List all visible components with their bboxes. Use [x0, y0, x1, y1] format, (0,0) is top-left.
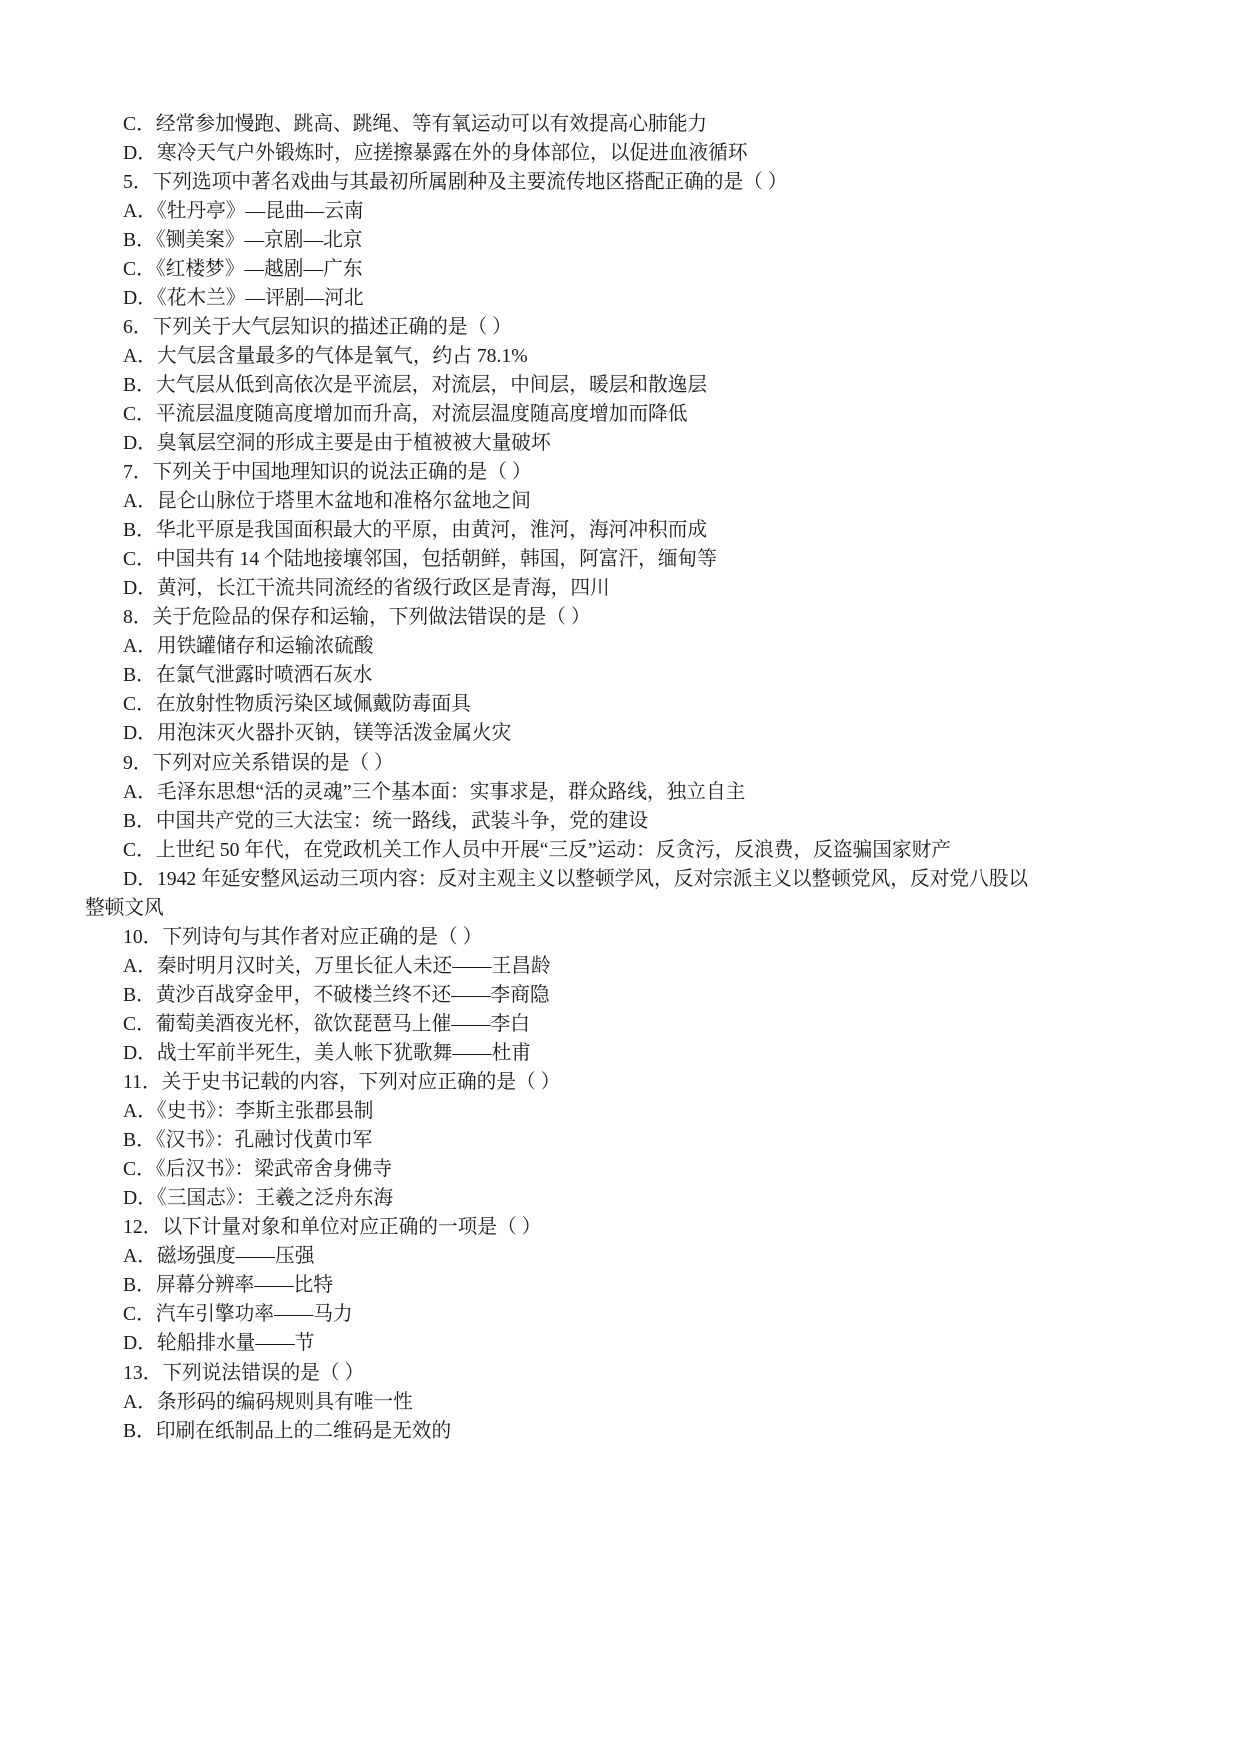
question-9-option-a: A．毛泽东思想“活的灵魂”三个基本面：实事求是，群众路线，独立自主: [123, 780, 746, 803]
question-13-option-b: B．印刷在纸制品上的二维码是无效的: [123, 1419, 452, 1442]
question-4-option-c: C．经常参加慢跑、跳高、跳绳、等有氧运动可以有效提高心肺能力: [123, 112, 708, 135]
question-5-option-c: C．《红楼梦》—越剧—广东: [123, 257, 363, 280]
question-12-option-d: D．轮船排水量——节: [123, 1332, 315, 1355]
question-10-option-b: B．黄沙百战穿金甲，不破楼兰终不还——李商隐: [123, 983, 550, 1006]
question-10-option-d: D．战士军前半死生，美人帐下犹歌舞——杜甫: [123, 1042, 531, 1064]
question-9-stem: 9．下列对应关系错误的是（ ）: [123, 751, 394, 774]
question-6-option-b: B．大气层从低到高依次是平流层，对流层，中间层，暖层和散逸层: [123, 373, 708, 396]
question-8-option-d: D．用泡沫灭火器扑灭钠，镁等活泼金属火灾: [123, 722, 512, 745]
question-12-option-c: C．汽车引擎功率——马力: [123, 1303, 353, 1326]
question-11-option-c: C．《后汉书》：梁武帝舍身佛寺: [123, 1158, 393, 1181]
question-9-option-b: B．中国共产党的三大法宝：统一路线，武装斗争，党的建设: [123, 809, 649, 832]
question-13-stem: 13．下列说法错误的是（ ）: [123, 1361, 365, 1384]
question-12-stem: 12．以下计量对象和单位对应正确的一项是（ ）: [123, 1216, 542, 1239]
question-7-option-b: B．华北平原是我国面积最大的平原，由黄河，淮河，海河冲积而成: [123, 519, 708, 542]
question-9-option-c: C．上世纪 50 年代，在党政机关工作人员中开展“三反”运动：反贪污，反浪费，反盗骗国家财产: [123, 838, 951, 861]
question-5-stem: 5．下列选项中著名戏曲与其最初所属剧种及主要流传地区搭配正确的是（ ）: [123, 170, 788, 193]
question-8-option-a: A．用铁罐储存和运输浓硫酸: [123, 635, 374, 658]
question-8-option-b: B．在氯气泄露时喷洒石灰水: [123, 664, 373, 687]
question-5-option-a: A．《牡丹亭》—昆曲—云南: [123, 199, 364, 222]
question-7-option-c: C．中国共有 14 个陆地接壤邻国，包括朝鲜，韩国，阿富汗，缅甸等: [123, 548, 717, 571]
question-5-option-d: D．《花木兰》—评剧—河北: [123, 286, 364, 309]
question-7-stem: 7．下列关于中国地理知识的说法正确的是（ ）: [123, 461, 532, 484]
question-6-option-c: C．平流层温度随高度增加而升高，对流层温度随高度增加而降低: [123, 402, 688, 425]
question-13-option-a: A．条形码的编码规则具有唯一性: [123, 1390, 413, 1413]
question-list: [0, 110, 1240, 1446]
question-10-option-a: A．秦时明月汉时关，万里长征人未还——王昌龄: [123, 954, 551, 977]
question-8-option-c: C．在放射性物质污染区域佩戴防毒面具: [123, 693, 471, 716]
question-11-stem: 11．关于史书记载的内容，下列对应正确的是（ ）: [123, 1071, 561, 1094]
question-6-option-a: A．大气层含量最多的气体是氧气，约占 78.1%: [123, 344, 528, 367]
question-7-option-a: A．昆仑山脉位于塔里木盆地和准格尔盆地之间: [123, 490, 531, 513]
question-12-option-a: A．磁场强度——压强: [123, 1245, 315, 1268]
question-9-option-d-continuation: 整顿文风: [85, 896, 164, 919]
question-7-option-d: D．黄河，长江干流共同流经的省级行政区是青海，四川: [123, 577, 610, 600]
question-12-option-b: B．屏幕分辨率——比特: [123, 1274, 334, 1297]
question-10-stem: 10．下列诗句与其作者对应正确的是（ ）: [123, 925, 483, 948]
question-8-stem: 8．关于危险品的保存和运输，下列做法错误的是（ ）: [123, 606, 591, 629]
question-5-option-b: B．《铡美案》—京剧—北京: [123, 228, 363, 251]
question-9-option-d: D．1942 年延安整风运动三项内容：反对主观主义以整顿学风，反对宗派主义以整顿党风，反对党八股以: [123, 867, 1029, 890]
question-6-stem: 6．下列关于大气层知识的描述正确的是（ ）: [123, 315, 512, 338]
question-11-option-b: B．《汉书》：孔融讨伐黄巾军: [123, 1129, 373, 1152]
question-4-option-d: D．寒冷天气户外锻炼时，应搓擦暴露在外的身体部位，以促进血液循环: [123, 141, 748, 164]
question-10-option-c: C．葡萄美酒夜光杯，欲饮琵琶马上催——李白: [123, 1012, 530, 1035]
question-6-option-d: D．臭氧层空洞的形成主要是由于植被被大量破坏: [123, 432, 551, 455]
question-11-option-d: D．《三国志》：王羲之泛舟东海: [123, 1187, 394, 1210]
question-11-option-a: A．《史书》：李斯主张郡县制: [123, 1100, 374, 1123]
